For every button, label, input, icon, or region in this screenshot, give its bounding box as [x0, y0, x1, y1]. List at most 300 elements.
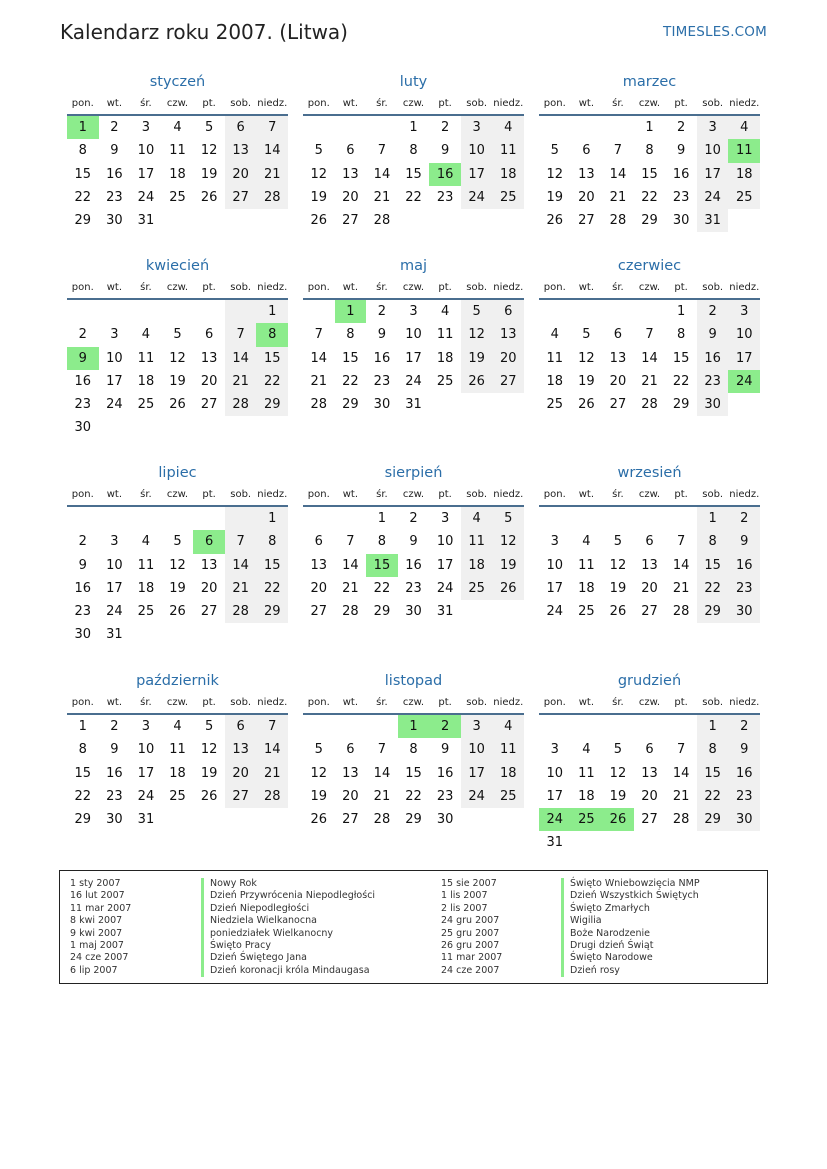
empty-cell: [335, 507, 367, 530]
day-cell: 12: [578, 350, 595, 366]
weekday-label: śr.: [376, 98, 388, 109]
day-cell: 5: [173, 534, 182, 550]
weekday-label: pon.: [307, 489, 330, 500]
weekday-label: pon.: [543, 282, 566, 293]
day-cell: 18: [578, 788, 595, 804]
day-cell: 11: [546, 350, 564, 366]
legend-date: 24 cze 2007: [70, 952, 129, 964]
weekday-label: pon.: [71, 282, 94, 293]
day-cell: 25: [137, 604, 155, 620]
month-name: marzec: [622, 74, 677, 90]
empty-cell: [130, 416, 162, 439]
day-cell: 27: [310, 604, 328, 620]
week-row: [67, 785, 288, 808]
day-cell: 2: [78, 327, 87, 343]
day-cell: 2: [377, 304, 387, 319]
day-cell: 20: [225, 163, 257, 186]
week-row: [303, 785, 524, 808]
day-cell: 6: [193, 530, 225, 553]
empty-cell: [193, 416, 225, 439]
week-row: [303, 163, 524, 186]
day-cell: 8: [697, 530, 729, 553]
weekday-label: czw.: [402, 282, 425, 293]
day-cell: 29: [256, 393, 288, 416]
weekday-label: pon.: [71, 489, 94, 500]
day-cell: 1: [676, 304, 686, 319]
day-cell: 20: [492, 347, 524, 370]
day-cell: 22: [697, 785, 729, 808]
week-row: [67, 530, 288, 553]
weekday-header: [67, 278, 288, 300]
legend-holiday-name: Niedziela Wielkanocna: [201, 915, 375, 927]
legend-names-left: [201, 878, 375, 977]
day-cell: 27: [200, 397, 218, 413]
day-cell: 7: [377, 742, 387, 758]
legend-names-right: [561, 878, 700, 977]
month-10: [67, 669, 288, 831]
day-cell: 30: [728, 808, 760, 831]
weekday-label: sob.: [702, 489, 724, 500]
week-row: [67, 393, 288, 416]
day-cell: 20: [342, 788, 359, 804]
week-row: [303, 370, 524, 393]
empty-cell: [571, 300, 603, 323]
empty-cell: [539, 507, 571, 530]
day-cell: 14: [225, 554, 257, 577]
weekday-label: pt.: [202, 282, 216, 293]
day-cell: 3: [550, 742, 559, 758]
day-cell: 23: [672, 189, 690, 205]
day-cell: 11: [169, 143, 186, 159]
empty-cell: [130, 300, 162, 323]
legend-date: 8 kwi 2007: [70, 915, 123, 927]
legend-holiday-name: Dzień rosy: [561, 965, 700, 977]
day-cell: 26: [169, 604, 186, 620]
weekday-label: pt.: [438, 489, 452, 500]
legend-holiday-name: Wigilia: [561, 915, 700, 927]
month-6: [539, 254, 760, 416]
day-cell: 16: [405, 557, 422, 573]
day-cell: 13: [578, 166, 595, 182]
week-row: [303, 762, 524, 785]
weekday-label: sob.: [230, 282, 252, 293]
weekday-header: [303, 485, 524, 507]
week-row: [67, 347, 288, 370]
day-cell: 19: [609, 580, 627, 596]
month-2: [303, 70, 524, 232]
day-cell: 18: [578, 580, 595, 596]
empty-cell: [492, 600, 524, 623]
weekday-label: śr.: [612, 489, 624, 500]
day-cell: 13: [492, 323, 524, 346]
day-cell: 28: [609, 213, 627, 229]
day-cell: 13: [200, 557, 218, 573]
weekday-label: pt.: [438, 98, 452, 109]
empty-cell: [162, 623, 194, 646]
weekday-label: wt.: [106, 489, 122, 500]
weekday-label: sob.: [466, 697, 488, 708]
day-cell: 25: [492, 186, 524, 209]
day-cell: 12: [310, 166, 328, 182]
week-row: [67, 577, 288, 600]
day-cell: 26: [310, 213, 328, 229]
day-cell: 3: [728, 300, 760, 323]
week-row: [67, 139, 288, 162]
holiday-legend: [59, 870, 768, 984]
day-cell: 21: [225, 577, 257, 600]
weekday-label: niedz.: [729, 697, 760, 708]
day-cell: 17: [461, 163, 493, 186]
day-cell: 21: [373, 189, 391, 205]
day-cell: 29: [256, 600, 288, 623]
day-cell: 11: [436, 327, 454, 343]
week-row: [303, 808, 524, 831]
day-cell: 13: [641, 765, 658, 781]
day-cell: 28: [310, 397, 328, 413]
weekday-label: czw.: [166, 282, 189, 293]
week-row: [67, 808, 288, 831]
empty-cell: [303, 715, 335, 738]
day-cell: 9: [728, 530, 760, 553]
day-cell: 12: [546, 166, 564, 182]
week-row: [539, 738, 760, 761]
day-cell: 25: [169, 189, 186, 205]
empty-cell: [193, 209, 225, 232]
day-cell: 4: [550, 327, 559, 343]
weekday-header: [303, 94, 524, 116]
week-row: [303, 507, 524, 530]
weekday-label: śr.: [140, 489, 152, 500]
day-cell: 22: [256, 370, 288, 393]
day-cell: 22: [405, 189, 422, 205]
month-name: luty: [399, 74, 428, 90]
day-cell: 27: [609, 397, 627, 413]
month-3: [539, 70, 760, 232]
day-cell: 25: [436, 373, 454, 389]
day-cell: 16: [672, 166, 690, 182]
day-cell: 30: [697, 393, 729, 416]
empty-cell: [602, 831, 634, 854]
weekday-label: czw.: [638, 282, 661, 293]
weekday-header: [539, 278, 760, 300]
day-cell: 8: [645, 143, 654, 159]
day-cell: 8: [697, 738, 729, 761]
day-cell: 24: [137, 788, 155, 804]
day-cell: 12: [169, 557, 186, 573]
week-row: [539, 831, 760, 854]
day-cell: 6: [492, 300, 524, 323]
weekday-label: wt.: [342, 489, 358, 500]
week-row: [303, 116, 524, 139]
day-cell: 14: [609, 166, 627, 182]
day-cell: 5: [314, 742, 323, 758]
day-cell: 24: [461, 785, 493, 808]
day-cell: 26: [546, 213, 564, 229]
weekday-label: wt.: [106, 282, 122, 293]
empty-cell: [492, 393, 524, 416]
day-cell: 5: [461, 300, 493, 323]
day-cell: 15: [641, 166, 658, 182]
day-cell: 14: [225, 347, 257, 370]
empty-cell: [162, 300, 194, 323]
day-cell: 22: [405, 788, 422, 804]
day-cell: 20: [310, 580, 328, 596]
day-cell: 27: [225, 785, 257, 808]
empty-cell: [461, 600, 493, 623]
empty-cell: [665, 831, 697, 854]
empty-cell: [99, 300, 131, 323]
day-cell: 5: [613, 742, 623, 758]
day-cell: 24: [137, 189, 155, 205]
day-cell: 22: [373, 580, 391, 596]
day-cell: 24: [697, 186, 729, 209]
day-cell: 4: [141, 534, 151, 550]
weekday-header: [303, 693, 524, 715]
day-cell: 14: [342, 557, 359, 573]
weekday-label: śr.: [612, 697, 624, 708]
day-cell: 18: [169, 166, 186, 182]
day-cell: 25: [137, 397, 155, 413]
week-row: [539, 554, 760, 577]
week-row: [67, 370, 288, 393]
day-cell: 16: [436, 765, 454, 781]
day-cell: 25: [461, 577, 493, 600]
day-cell: 13: [609, 350, 627, 366]
weekday-label: pon.: [307, 282, 330, 293]
day-cell: 4: [492, 715, 524, 738]
day-cell: 6: [314, 534, 323, 550]
day-cell: 8: [346, 327, 355, 343]
day-cell: 14: [373, 765, 391, 781]
legend-date: 15 sie 2007: [441, 878, 497, 889]
day-cell: 30: [106, 812, 123, 828]
day-cell: 8: [256, 323, 288, 346]
day-cell: 30: [106, 213, 123, 229]
day-cell: 10: [405, 327, 422, 343]
day-cell: 30: [74, 627, 92, 643]
day-cell: 23: [728, 577, 760, 600]
empty-cell: [634, 715, 666, 738]
day-cell: 8: [409, 742, 418, 758]
day-cell: 17: [697, 163, 729, 186]
day-cell: 3: [141, 120, 151, 135]
week-row: [539, 762, 760, 785]
empty-cell: [193, 300, 225, 323]
weekday-label: sob.: [466, 282, 488, 293]
legend-holiday-name: Nowy Rok: [201, 878, 375, 890]
site-link[interactable]: TIMESLES.COM: [663, 24, 767, 40]
legend-holiday-name: Dzień Świętego Jana: [201, 952, 375, 964]
day-cell: 15: [342, 350, 359, 366]
day-cell: 10: [697, 139, 729, 162]
weekday-label: sob.: [230, 98, 252, 109]
day-cell: 7: [377, 143, 387, 159]
day-cell: 27: [225, 186, 257, 209]
week-row: [303, 209, 524, 232]
empty-cell: [429, 209, 461, 232]
day-cell: 2: [78, 534, 87, 550]
weekday-label: wt.: [342, 282, 358, 293]
empty-cell: [461, 808, 493, 831]
empty-cell: [67, 300, 99, 323]
day-cell: 31: [436, 604, 454, 620]
weekday-label: czw.: [638, 98, 661, 109]
day-cell: 1: [697, 507, 729, 530]
day-cell: 28: [225, 600, 257, 623]
day-cell: 24: [106, 604, 123, 620]
day-cell: 27: [492, 370, 524, 393]
empty-cell: [130, 507, 162, 530]
weekday-label: śr.: [376, 697, 388, 708]
day-cell: 31: [546, 835, 564, 851]
weekday-label: czw.: [402, 98, 425, 109]
day-cell: 12: [310, 765, 328, 781]
day-cell: 1: [256, 300, 288, 323]
weekday-label: wt.: [578, 282, 594, 293]
day-cell: 2: [409, 511, 418, 526]
day-cell: 15: [366, 554, 398, 577]
empty-cell: [225, 300, 257, 323]
day-cell: 18: [728, 163, 760, 186]
day-cell: 2: [728, 715, 760, 738]
day-cell: 13: [310, 557, 328, 573]
weekday-header: [67, 94, 288, 116]
weekday-label: śr.: [140, 98, 152, 109]
week-row: [67, 116, 288, 139]
legend-date: 24 cze 2007: [441, 964, 500, 976]
day-cell: 9: [110, 143, 119, 159]
week-row: [67, 554, 288, 577]
day-cell: 12: [609, 557, 627, 573]
day-cell: 26: [200, 189, 218, 205]
day-cell: 24: [539, 808, 571, 831]
day-cell: 29: [373, 604, 391, 620]
weekday-label: sob.: [466, 98, 488, 109]
week-row: [539, 577, 760, 600]
weekday-label: czw.: [166, 98, 189, 109]
day-cell: 4: [728, 116, 760, 139]
month-8: [303, 461, 524, 623]
weekday-label: niedz.: [729, 98, 760, 109]
month-name: maj: [399, 258, 428, 274]
empty-cell: [634, 831, 666, 854]
weekday-label: sob.: [230, 489, 252, 500]
day-cell: 14: [310, 350, 328, 366]
day-cell: 4: [440, 304, 450, 319]
weekday-label: śr.: [612, 282, 624, 293]
day-cell: 7: [225, 530, 257, 553]
day-cell: 20: [200, 373, 218, 389]
day-cell: 28: [672, 812, 690, 828]
day-cell: 9: [78, 557, 87, 573]
day-cell: 19: [609, 788, 627, 804]
day-cell: 19: [492, 554, 524, 577]
day-cell: 18: [436, 350, 454, 366]
day-cell: 1: [377, 511, 387, 526]
month-name: listopad: [384, 673, 443, 689]
weekday-label: wt.: [578, 98, 594, 109]
day-cell: 27: [342, 812, 359, 828]
empty-cell: [634, 507, 666, 530]
day-cell: 7: [346, 534, 355, 550]
day-cell: 28: [641, 397, 658, 413]
empty-cell: [162, 808, 194, 831]
empty-cell: [461, 393, 493, 416]
day-cell: 18: [461, 554, 493, 577]
day-cell: 13: [342, 166, 359, 182]
month-name: czerwiec: [617, 258, 682, 274]
day-cell: 27: [200, 604, 218, 620]
weekday-header: [67, 693, 288, 715]
day-cell: 21: [342, 580, 359, 596]
weekday-label: niedz.: [729, 489, 760, 500]
legend-holiday-name: Drugi dzień Świąt: [561, 940, 700, 952]
week-row: [67, 416, 288, 439]
weekday-label: sob.: [466, 489, 488, 500]
month-name: grudzień: [617, 673, 682, 689]
week-row: [67, 715, 288, 738]
legend-date: 1 sty 2007: [70, 878, 121, 889]
day-cell: 8: [256, 530, 288, 553]
day-cell: 27: [578, 213, 595, 229]
day-cell: 29: [672, 397, 690, 413]
day-cell: 21: [672, 580, 690, 596]
day-cell: 24: [405, 373, 422, 389]
day-cell: 26: [609, 604, 627, 620]
day-cell: 9: [377, 327, 387, 343]
month-name: wrzesień: [617, 465, 682, 481]
empty-cell: [193, 808, 225, 831]
weekday-label: śr.: [140, 282, 152, 293]
day-cell: 20: [609, 373, 627, 389]
day-cell: 21: [641, 373, 658, 389]
day-cell: 20: [342, 189, 359, 205]
week-row: [539, 300, 760, 323]
empty-cell: [335, 715, 367, 738]
day-cell: 18: [137, 373, 155, 389]
day-cell: 8: [676, 327, 686, 343]
day-cell: 18: [169, 765, 186, 781]
weekday-label: pon.: [307, 98, 330, 109]
empty-cell: [571, 507, 603, 530]
empty-cell: [335, 116, 367, 139]
day-cell: 2: [440, 120, 450, 135]
day-cell: 24: [546, 604, 564, 620]
day-cell: 10: [546, 765, 564, 781]
empty-cell: [728, 393, 760, 416]
legend-date: 26 gru 2007: [441, 939, 500, 951]
day-cell: 2: [429, 715, 461, 738]
weekday-label: wt.: [342, 697, 358, 708]
week-row: [67, 186, 288, 209]
weekday-label: pon.: [543, 98, 566, 109]
weekday-label: pt.: [674, 282, 688, 293]
day-cell: 8: [377, 534, 387, 550]
day-cell: 15: [256, 347, 288, 370]
empty-cell: [571, 831, 603, 854]
day-cell: 1: [697, 715, 729, 738]
empty-cell: [256, 808, 288, 831]
day-cell: 11: [728, 139, 760, 162]
month-name: styczeń: [149, 74, 206, 90]
weekday-label: niedz.: [493, 489, 524, 500]
day-cell: 23: [373, 373, 391, 389]
day-cell: 21: [373, 788, 391, 804]
day-cell: 25: [571, 808, 603, 831]
legend-date: 1 lis 2007: [441, 890, 488, 902]
week-row: [539, 186, 760, 209]
weekday-label: śr.: [376, 282, 388, 293]
